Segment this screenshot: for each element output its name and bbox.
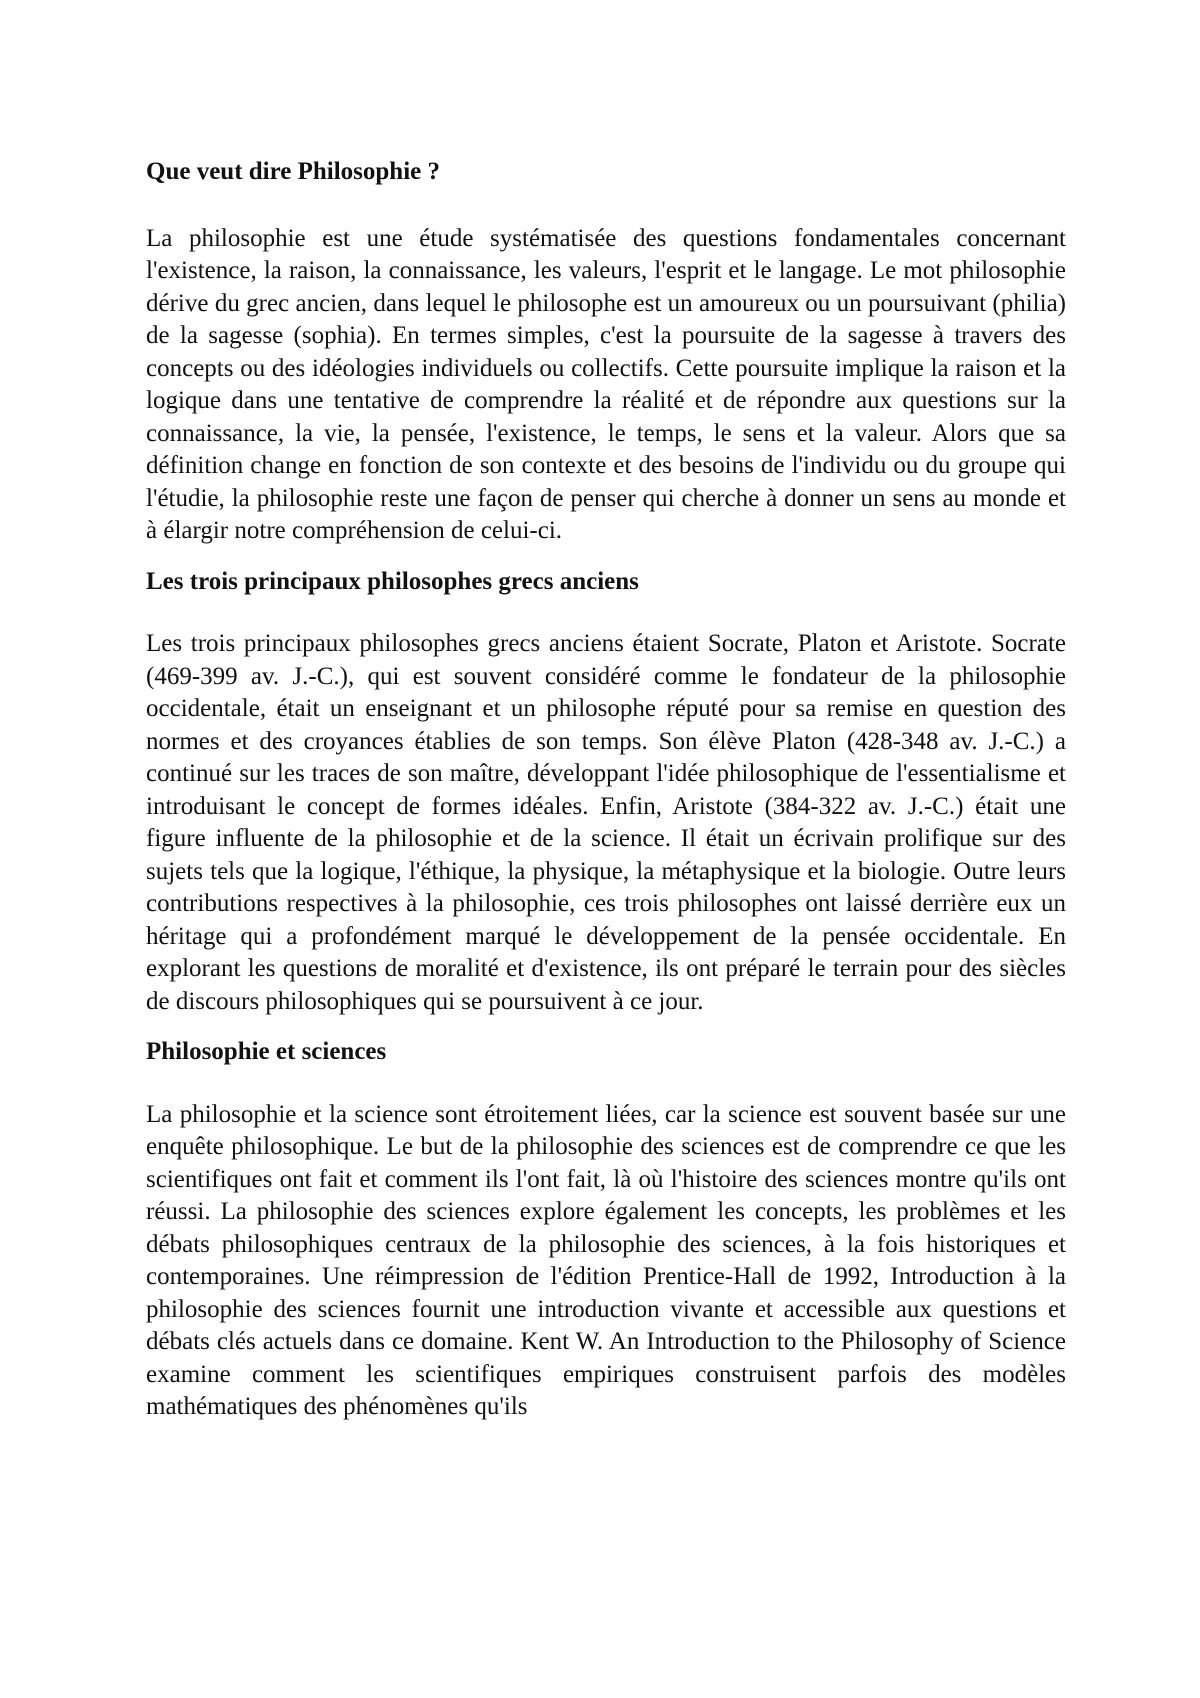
section-paragraph-1: La philosophie est une étude systématisée des questions fondamentales concernant l'existence, la raison, la connaissance, les valeurs, l'esprit et le langage. Le mot philosophie dérive du grec ancien, dans lequel le philosophe est un amoureux ou un poursuivant (philia) de la sagesse (sophia). En termes simples, c'est la poursuite de la sagesse à travers des concepts ou des idéologies individuels ou collectifs. Cette poursuite implique la raison et la logique dans une tentative de comprendre la réalité et de répondre aux questions sur la connaissance, la vie, la pensée, l'existence, le temps, le sens et la valeur. Alors que sa définition change en fonction de son contexte et des besoins de l'individu ou du groupe qui l'étudie, la philosophie reste une façon de penser qui cherche à donner un sens au monde et à élargir notre compréhension de celui-ci. — [146, 224, 1066, 544]
section-paragraph-2: Les trois principaux philosophes grecs anciens étaient Socrate, Platon et Aristote. Socrate (469-399 av. J.-C.), qui est souvent considéré comme le fondateur de la philosophie occidentale, était un enseignant et un philosophe réputé pour sa remise en question des normes et des croyances établies de son temps. Son élève Platon (428-348 av. J.-C.) a continué sur les traces de son maître, développant l'idée philosophique de l'essentialisme et introduisant le concept de formes idéales. Enfin, Aristote (384-322 av. J.-C.) était une figure influente de la philosophie et de la science. Il était un écrivain prolifique sur des sujets tels que la logique, l'éthique, la physique, la métaphysique et la biologie. Outre leurs contributions respectives à la philosophie, ces trois philosophes ont laissé derrière eux un héritage qui a profondément marqué le développement de la pensée occidentale. En explorant les questions de moralité et d'existence, ils ont préparé le terrain pour des siècles de discours philosophiques qui se poursuivent à ce jour. — [146, 630, 1066, 1015]
section-heading-2: Les trois principaux philosophes grecs anciens — [146, 567, 639, 595]
section-heading-3: Philosophie et sciences — [146, 1038, 387, 1065]
section-paragraph-3: La philosophie et la science sont étroitement liées, car la science est souvent basée sur une enquête philosophique. Le but de la philosophie des sciences est de comprendre ce que les scientifiques ont fait et comment ils l'ont fait, là où l'histoire des sciences montre qu'ils ont réussi. La philosophie des sciences explore également les concepts, les problèmes et les débats philosophiques centraux de la philosophie des sciences, à la fois historiques et contemporaines. Une réimpression de l'édition Prentice-Hall de 1992, Introduction à la philosophie des sciences fournit une introduction vivante et accessible aux questions et débats clés actuels dans ce domaine. Kent W. An Introduction to the Philosophy of Science examine comment les scientifiques empiriques construisent parfois des modèles mathématiques des phénomènes qu'ils — [146, 1100, 1066, 1420]
document-page — [146, 156, 1066, 1424]
section-heading-1: Que veut dire Philosophie ? — [146, 158, 441, 185]
